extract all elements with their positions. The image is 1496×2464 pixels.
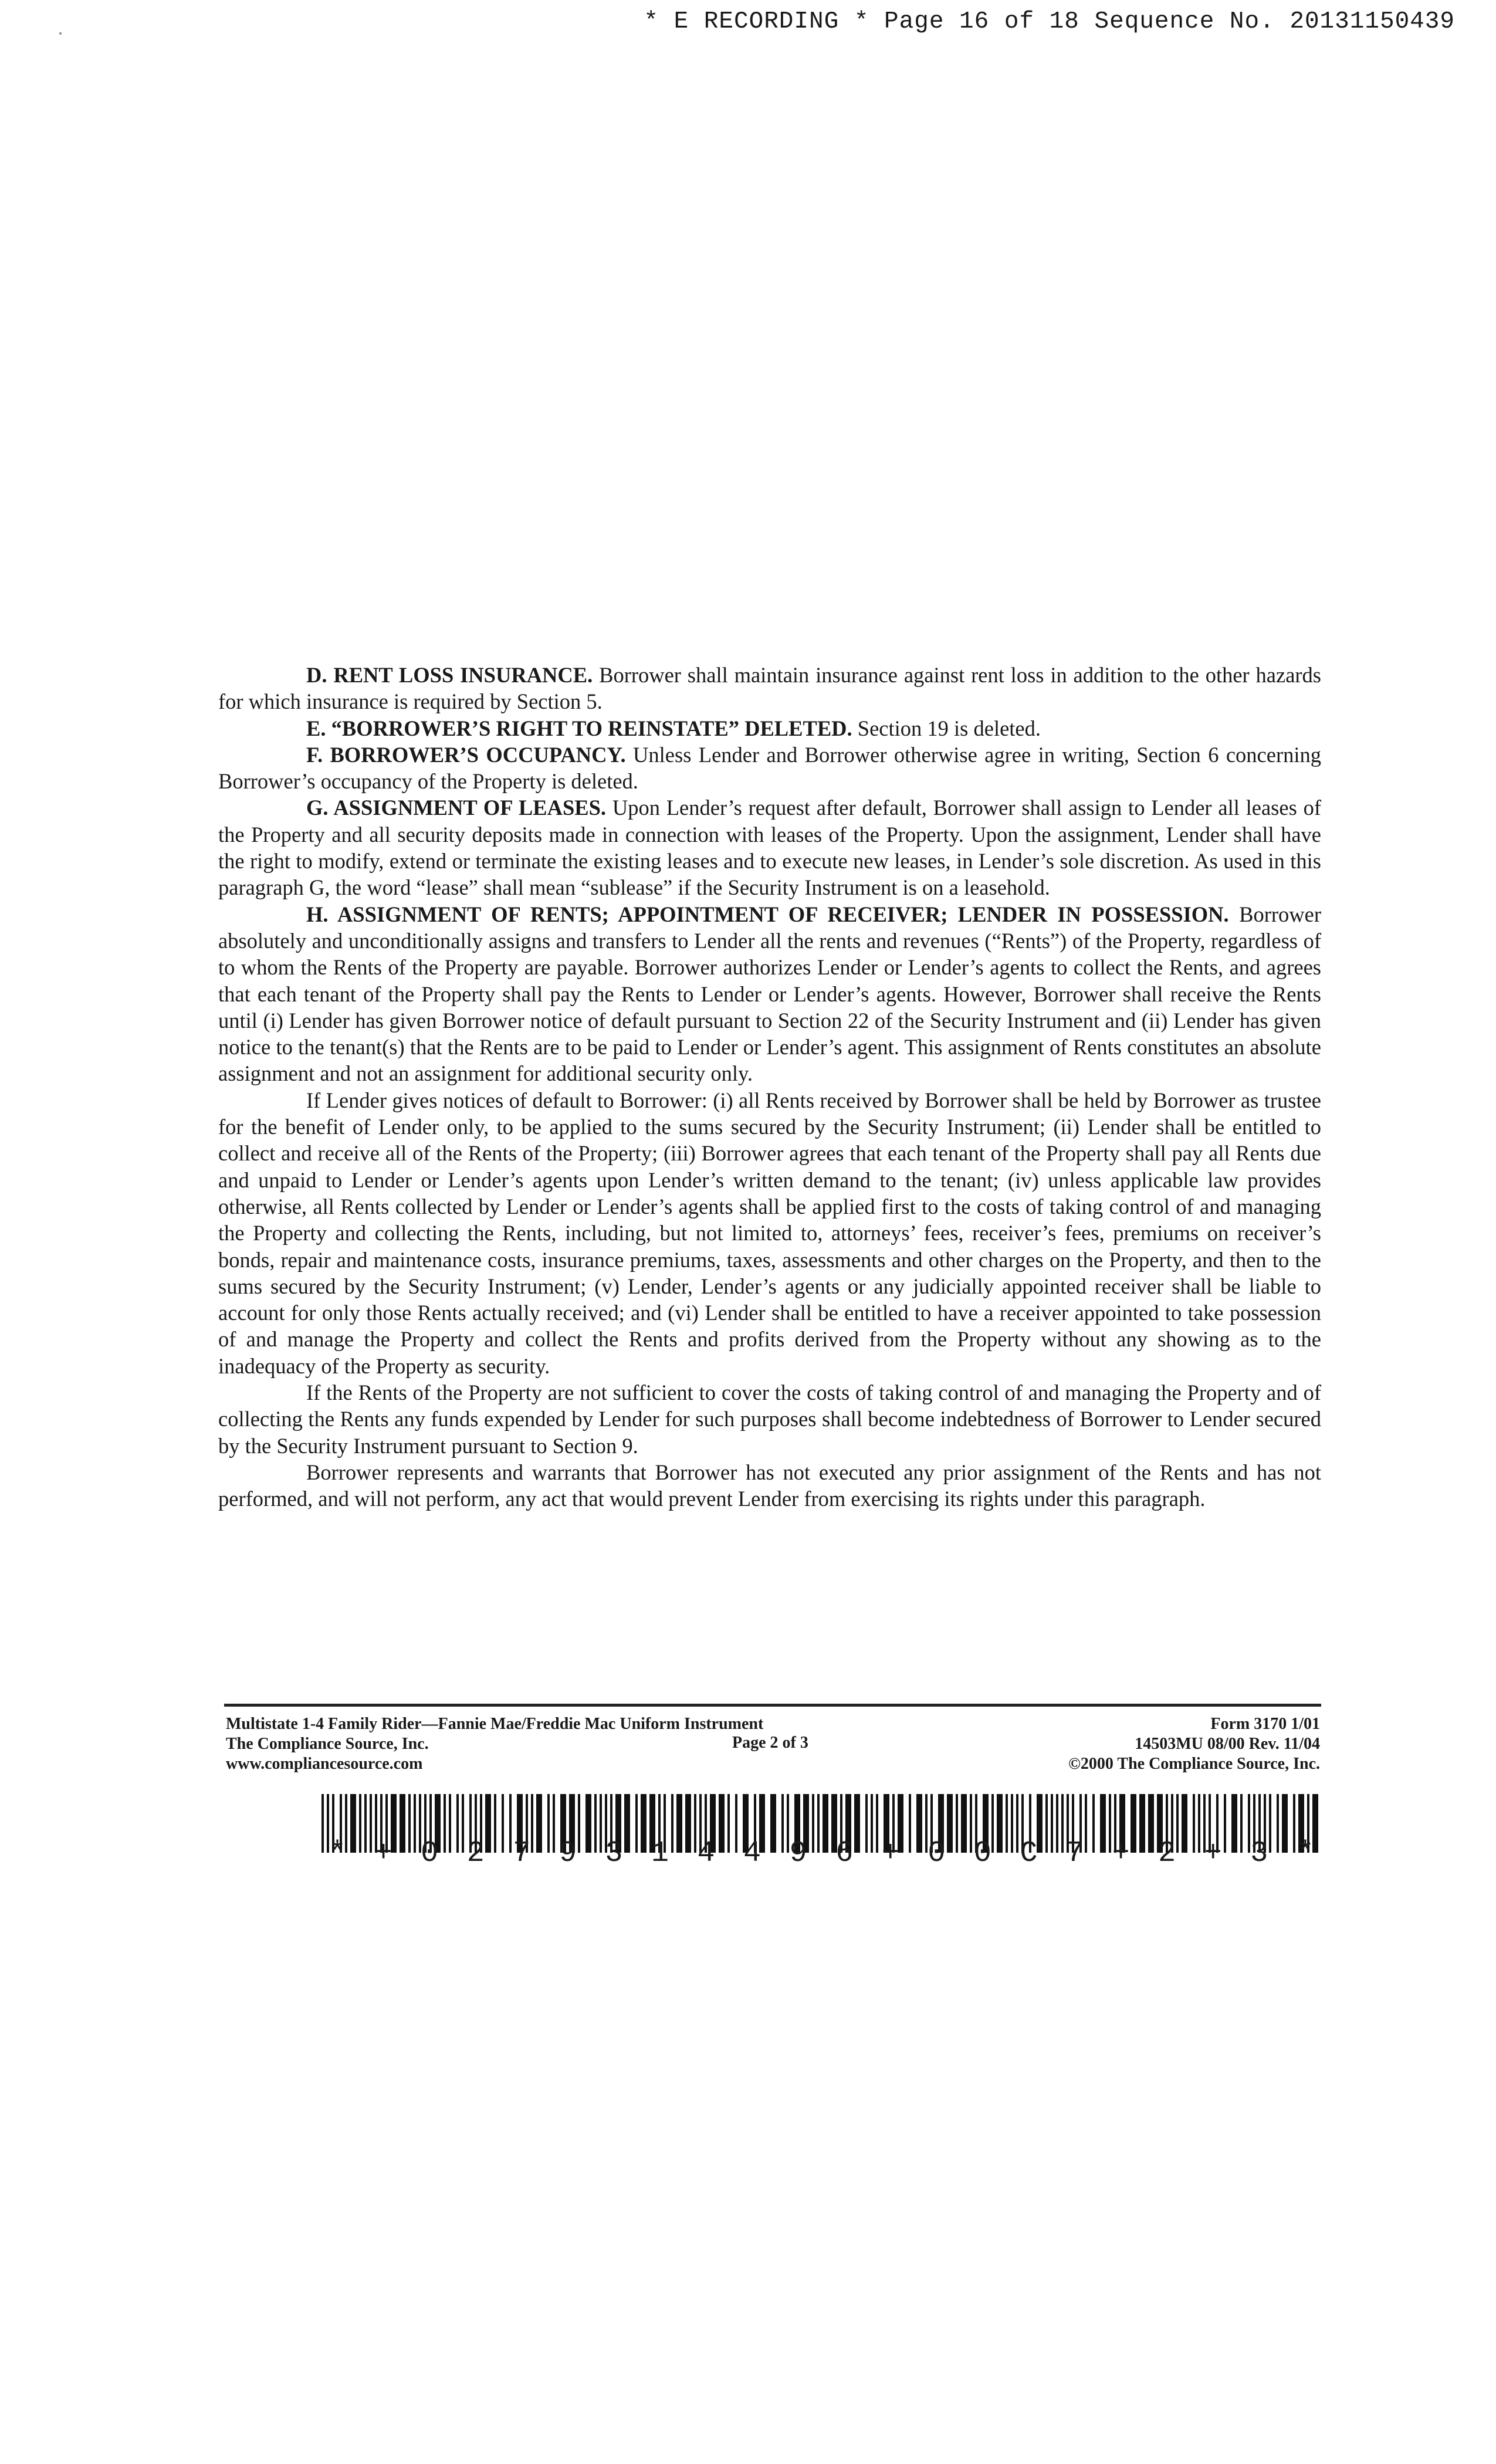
footer-left-block: [226, 1714, 763, 1774]
footer-form-title: Multistate 1-4 Family Rider—Fannie Mae/Freddie Mac Uniform Instrument: [226, 1715, 764, 1733]
barcode-char: 0: [928, 1837, 946, 1870]
footer-divider: [224, 1704, 1321, 1707]
section-e-heading: E. “BORROWER’S RIGHT TO REINSTATE” DELETED.: [306, 716, 852, 740]
section-f-text: Unless Lender and Borrower otherwise agree in writing, Section 6 concerning Borrower’s occupancy of the Property is deleted.: [218, 742, 1321, 794]
scan-speck: [59, 32, 62, 35]
barcode-char: 4: [697, 1837, 715, 1870]
recording-stamp: * E RECORDING * Page 16 of 18 Sequence No. 20131150439: [644, 8, 1455, 35]
section-d-text: Borrower shall maintain insurance against rent loss in addition to the other hazards for which insurance is required by Section 5.: [218, 663, 1322, 714]
barcode-char: *: [1296, 1837, 1314, 1870]
section-h-text: Borrower absolutely and unconditionally assigns and transfers to Lender all the rents and revenues (“Rents”) of the Property, regardless of to whom the Rents of the Property are payable. Borrower authorizes Lender or Lender’s agents to collect the Rents, and agrees that each tenant of the Property shall pay the Rents to Lender or Lender’s agents. However, Borrower shall receive the Rents until (i) Lender has given Borrower notice of default pursuant to Section 22 of the Security Instrument and (ii) Lender has given notice to the tenant(s) that the Rents are to be paid to Lender or Lender’s agent. This assignment of Rents constitutes an absolute assignment and not an assignment for additional security only.: [218, 902, 1321, 1086]
paragraph-representations: Borrower represents and warrants that Borrower has not executed any prior assignment of the Rents and has not performed, and will not perform, any act that would prevent Lender from exercising its rights under this paragraph.: [218, 1460, 1321, 1511]
section-g-heading: G. ASSIGNMENT OF LEASES.: [306, 796, 607, 820]
section-d-heading: D. RENT LOSS INSURANCE.: [306, 663, 593, 687]
barcode-char: +: [374, 1837, 392, 1870]
paragraph-insufficient-rents: If the Rents of the Property are not sufficient to cover the costs of taking control of and managing the Property and of collecting the Rents any funds expended by Lender for such purposes shall become indebtedness of Borrower to Lender secured by the Security Instrument pursuant to Section 9.: [218, 1380, 1321, 1458]
barcode-char: +: [1204, 1837, 1222, 1870]
barcode-human-readable: [329, 1836, 1314, 1871]
footer-right-block: [1068, 1714, 1320, 1774]
section-f-heading: F. BORROWER’S OCCUPANCY.: [306, 742, 626, 767]
rider-body: [218, 662, 1321, 1512]
footer-website: www.compliancesource.com: [226, 1755, 423, 1773]
barcode-bar: [321, 1794, 324, 1853]
barcode-char: +: [881, 1837, 899, 1870]
barcode-char: 4: [743, 1837, 761, 1870]
barcode-char: 3: [1250, 1837, 1268, 1870]
barcode-char: 0: [421, 1837, 439, 1870]
barcode-char: 2: [466, 1837, 485, 1870]
barcode-char: 7: [1066, 1837, 1084, 1870]
barcode-char: 9: [789, 1837, 807, 1870]
barcode-char: +: [1112, 1837, 1130, 1870]
barcode-char: 7: [513, 1837, 531, 1870]
barcode-char: 6: [835, 1837, 854, 1870]
section-g-text: Upon Lender’s request after default, Borrower shall assign to Lender all leases of the Property and all security deposits made in connection with leases of the Property. Upon the assignment, Lender shall have the right to modify, extend or terminate the existing leases and to execute new leases, in Lender’s sole discretion. As used in this paragraph G, the word “lease” shall mean “sublease” if the Security Instrument is on a leasehold.: [218, 796, 1321, 900]
footer-copyright: ©2000 The Compliance Source, Inc.: [1068, 1755, 1320, 1773]
footer-page-number: Page 2 of 3: [732, 1734, 808, 1752]
barcode-char: 9: [559, 1837, 577, 1870]
footer-company: The Compliance Source, Inc.: [226, 1735, 429, 1753]
barcode-char: 1: [651, 1837, 669, 1870]
footer-form-number: Form 3170 1/01: [1210, 1715, 1320, 1733]
section-e-text: Section 19 is deleted.: [852, 716, 1041, 740]
barcode-char: C: [1020, 1837, 1038, 1870]
barcode-char: 2: [1158, 1837, 1176, 1870]
section-h: [218, 901, 1321, 1087]
section-h-heading: H. ASSIGNMENT OF RENTS; APPOINTMENT OF RECEIVER; LENDER IN POSSESSION.: [306, 902, 1229, 926]
footer-revision: 14503MU 08/00 Rev. 11/04: [1135, 1735, 1320, 1753]
barcode-char: 3: [605, 1837, 623, 1870]
section-f: [218, 742, 1321, 795]
section-g: [218, 794, 1321, 901]
paragraph-notice-of-default: If Lender gives notices of default to Borrower: (i) all Rents received by Borrower shall be held by Borrower as trustee for the benefit of Lender only, to be applied to the sums secured by the Security Instrument; (ii) Lender shall be entitled to collect and receive all of the Rents of the Property; (iii) Borrower agrees that each tenant of the Property shall pay all Rents due and unpaid to Lender or Lender’s agents upon Lender’s written demand to the tenant; (iv) unless applicable law provides otherwise, all Rents collected by Lender or Lender’s agents shall be applied first to the costs of taking control of and managing the Property and collecting the Rents, including, but not limited to, attorneys’ fees, receiver’s fees, premiums on receiver’s bonds, repair and maintenance costs, insurance premiums, taxes, assessments and other charges on the Property, and then to the sums secured by the Security Instrument; (v) Lender, Lender’s agents or any judicially appointed receiver shall be liable to account for only those Rents actually received; and (vi) Lender shall be entitled to have a receiver appointed to take possession of and manage the Property and collect the Rents and profits derived from the Property without any showing as to the inadequacy of the Property as security.: [218, 1088, 1321, 1378]
barcode-char: 0: [973, 1837, 991, 1870]
section-e: [218, 715, 1321, 742]
barcode-char: *: [329, 1837, 347, 1870]
section-d: [218, 662, 1321, 715]
